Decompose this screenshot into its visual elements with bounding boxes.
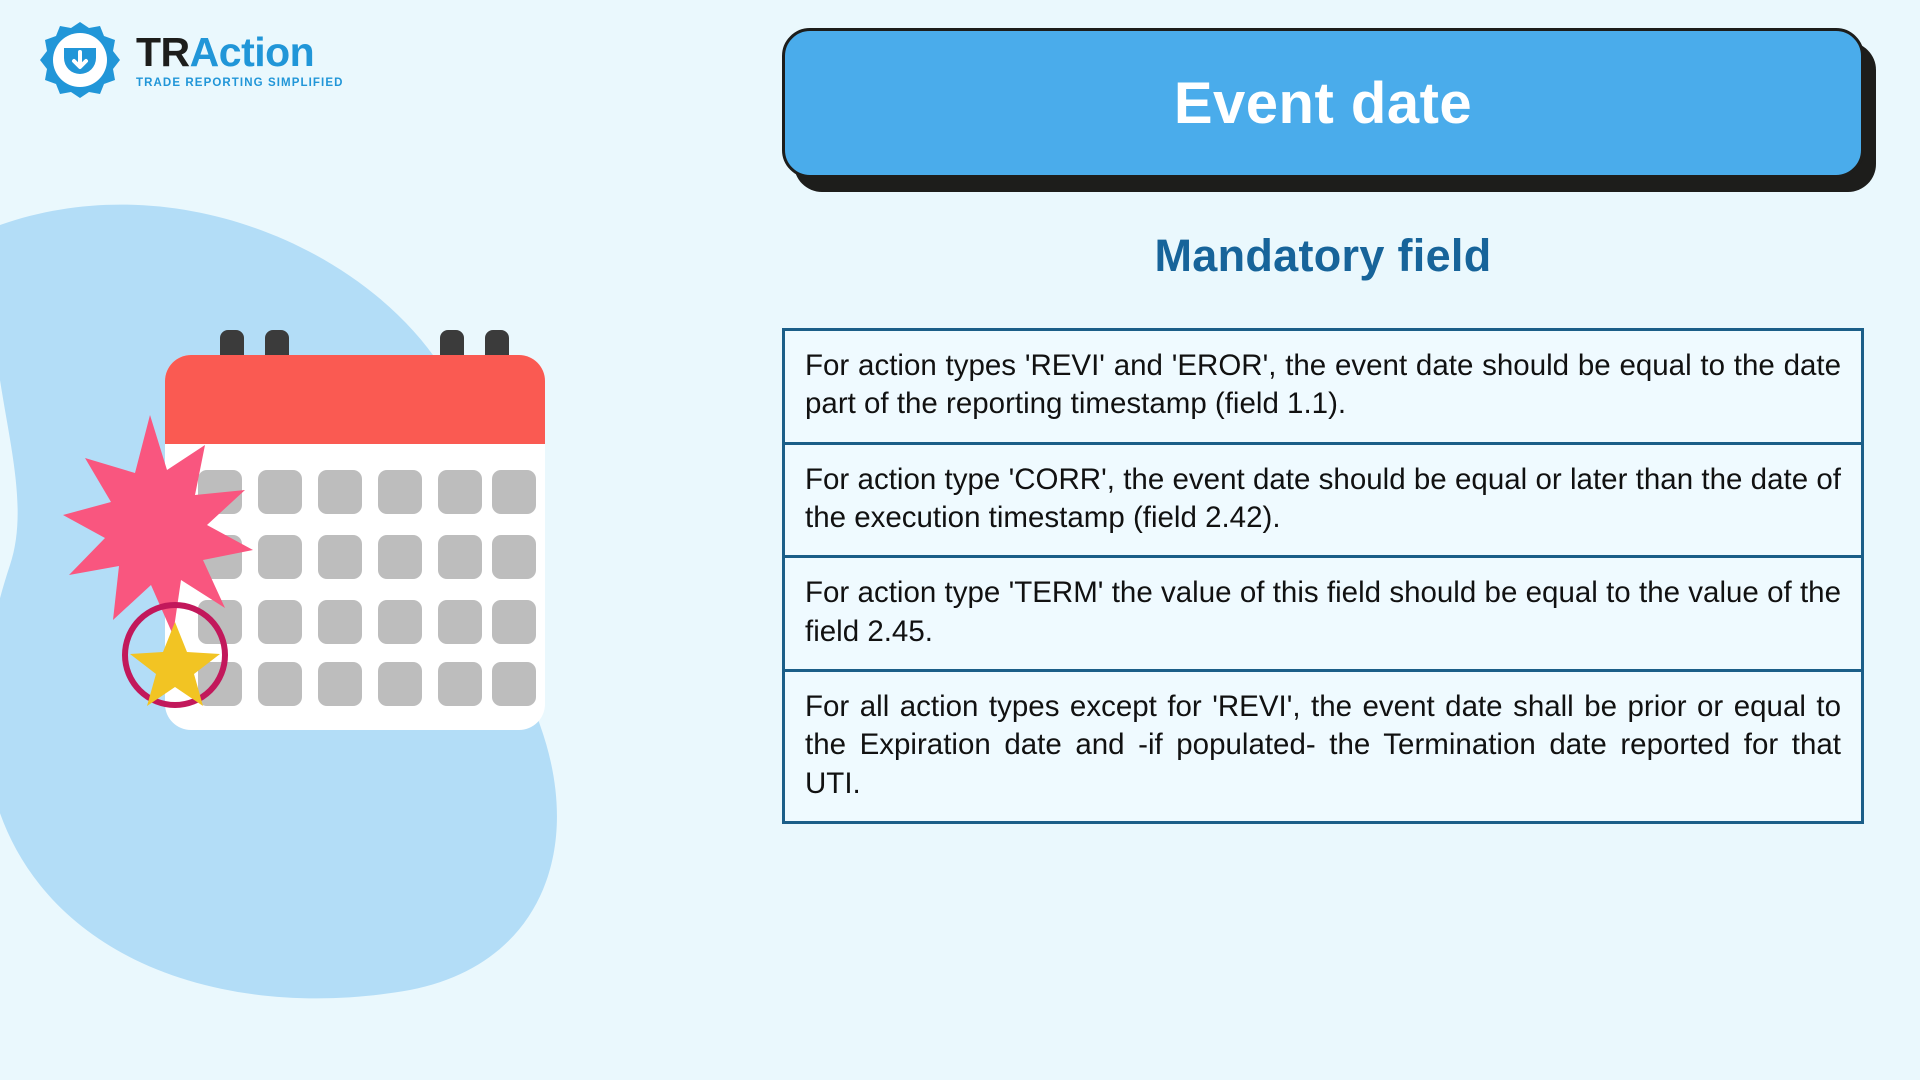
brand-logo [34, 18, 344, 100]
logo-name-part2: Action [189, 28, 315, 75]
rule-text: For action type 'CORR', the event date should be equal or later than the date of the execution timestamp (field 2.42). [805, 462, 1841, 535]
content-column [782, 0, 1887, 1080]
rule-text: For all action types except for 'REVI', the event date shall be prior or equal to the Expiration date and -if populated- the Termination date reported for that UTI. [805, 690, 1841, 800]
table-row [785, 445, 1861, 559]
logo-name-part1: TR [136, 28, 190, 75]
rule-text: For action types 'REVI' and 'EROR', the event date should be equal to the date part of the reporting timestamp (field 1.1). [805, 349, 1841, 421]
logo-tagline: TRADE REPORTING SIMPLIFIED [136, 76, 344, 89]
rule-text: For action type 'TERM' the value of this field should be equal to the value of the field 2.45. [805, 576, 1841, 648]
rules-table [782, 328, 1864, 824]
table-row [785, 558, 1861, 672]
table-row [785, 672, 1861, 821]
title-banner [782, 28, 1864, 178]
section-heading: Mandatory field [1154, 230, 1492, 281]
page-title: Event date [1173, 70, 1473, 136]
table-row [785, 331, 1861, 445]
logo-wordmark [136, 28, 344, 75]
gear-logo-icon [34, 18, 126, 100]
calendar-illustration [55, 330, 675, 850]
